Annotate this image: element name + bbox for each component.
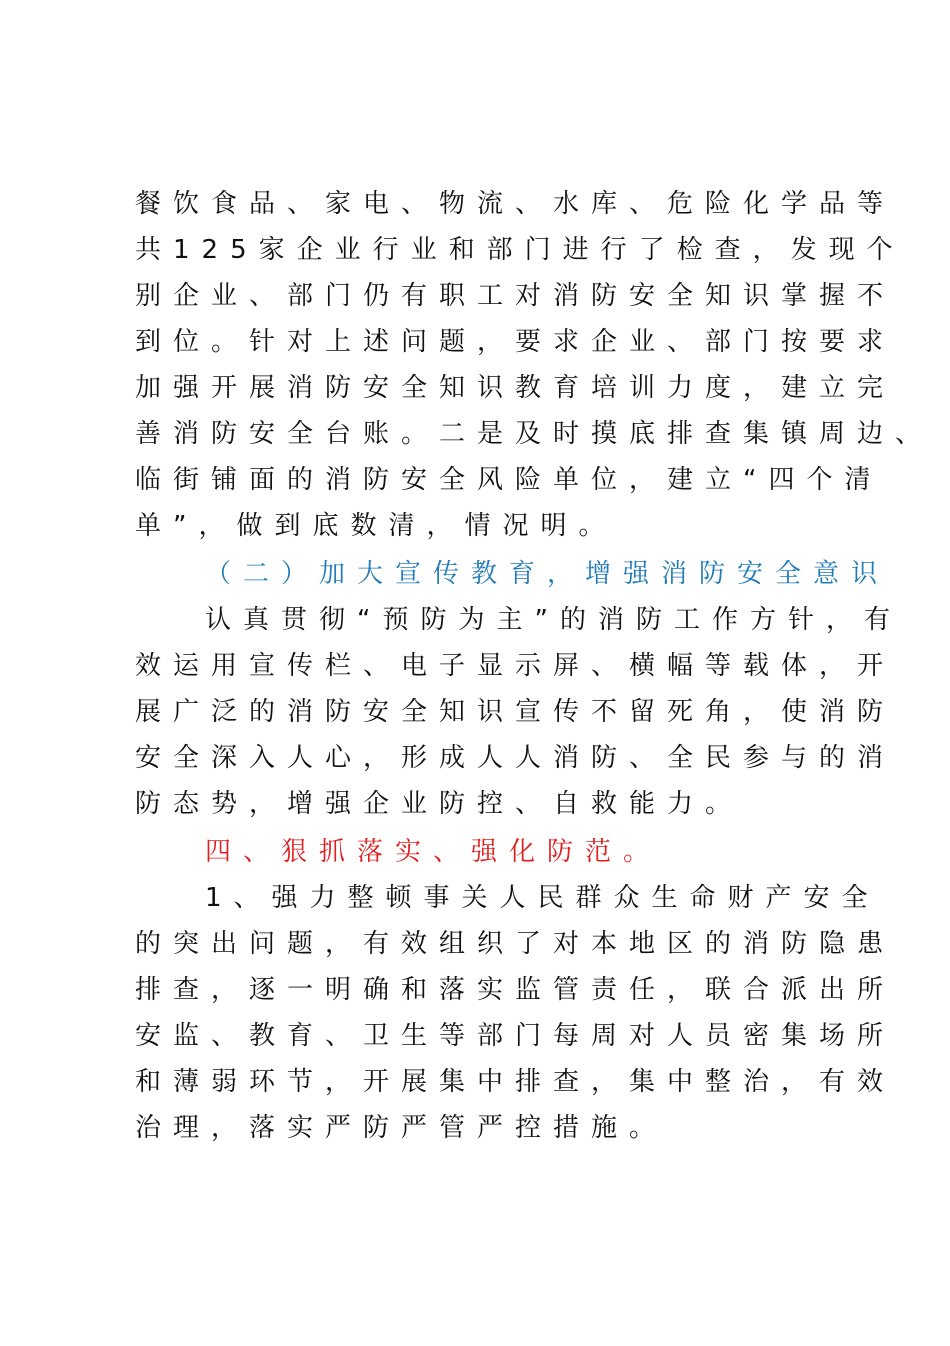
paragraph-line: 临街铺面的消防安全风险单位，建立“四个清: [135, 465, 883, 495]
paragraph-line: 别企业、部门仍有职工对消防安全知识掌握不: [135, 281, 896, 311]
paragraph-line: 安全深入人心，形成人人消防、全民参与的消: [135, 743, 896, 773]
paragraph-line: 治理，落实严防严管严控措施。: [135, 1113, 668, 1143]
paragraph-line: 展广泛的消防安全知识宣传不留死角，使消防: [135, 697, 896, 727]
paragraph-line: 到位。针对上述问题，要求企业、部门按要求: [135, 327, 896, 357]
section-heading: 四、狠抓落实、强化防范。: [205, 837, 662, 867]
paragraph-line: 1、强力整顿事关人民群众生命财产安全: [205, 883, 880, 913]
paragraph-line: 善消防安全台账。二是及时摸底排查集镇周边、: [135, 419, 934, 449]
paragraph-line: 共125家企业行业和部门进行了检查，发现个: [135, 235, 905, 265]
paragraph-line: 加强开展消防安全知识教育培训力度，建立完: [135, 373, 896, 403]
paragraph-line: 安监、教育、卫生等部门每周对人员密集场所: [135, 1021, 896, 1051]
paragraph-line: 防态势，增强企业防控、自救能力。: [135, 789, 744, 819]
section-subheading: （二）加大宣传教育，增强消防安全意识: [205, 559, 890, 589]
paragraph-line: 单”，做到底数清，情况明。: [135, 511, 617, 541]
paragraph-line: 认真贯彻“预防为主”的消防工作方针，有: [205, 605, 902, 635]
paragraph-line: 餐饮食品、家电、物流、水库、危险化学品等: [135, 189, 896, 219]
paragraph-line: 和薄弱环节，开展集中排查，集中整治，有效: [135, 1067, 896, 1097]
paragraph-line: 效运用宣传栏、电子显示屏、横幅等载体，开: [135, 651, 896, 681]
paragraph-line: 的突出问题，有效组织了对本地区的消防隐患: [135, 929, 896, 959]
paragraph-line: 排查，逐一明确和落实监管责任，联合派出所: [135, 975, 896, 1005]
